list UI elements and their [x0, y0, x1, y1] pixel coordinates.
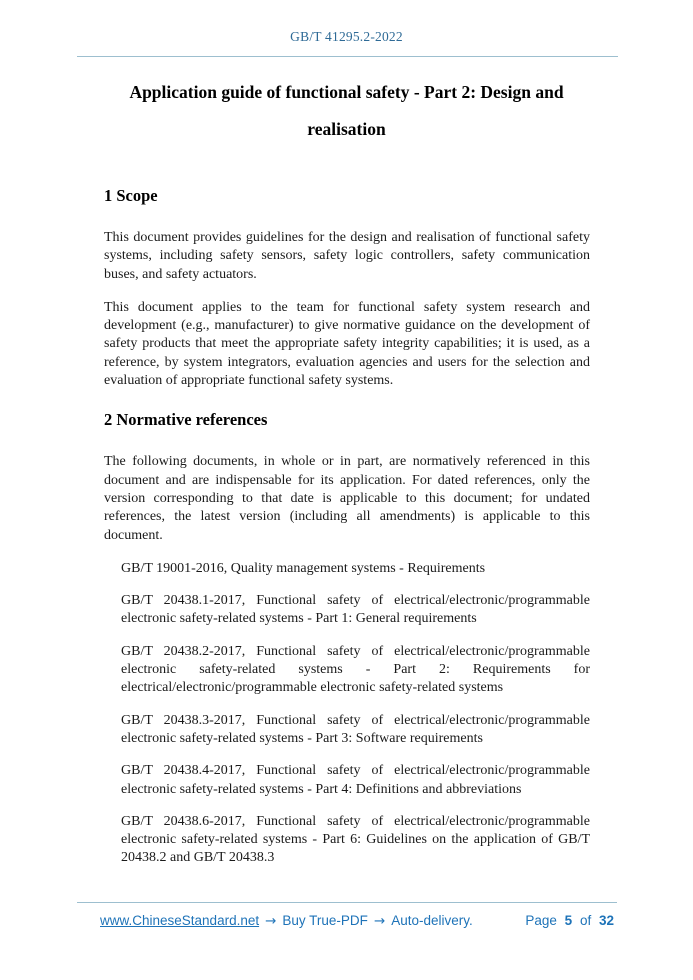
- page-total: 32: [598, 913, 614, 928]
- reference-item-6: GB/T 20438.6-2017, Functional safety of electrical/electronic/programmable electronic safety-related systems - Part 6: Guidelines on the application of GB/T 20438.2 and GB/T 20438.3: [121, 813, 590, 866]
- document-title-line1: Application guide of functional safety - Part 2: Design and: [129, 82, 564, 102]
- page-current: 5: [564, 913, 573, 928]
- section-heading-normative-references: 2 Normative references: [104, 410, 268, 430]
- auto-delivery-label: Auto-delivery.: [391, 913, 473, 928]
- site-link[interactable]: www.ChineseStandard.net: [100, 913, 260, 928]
- normative-references-intro: The following documents, in whole or in part, are normatively referenced in this document and are indispensable for its application. For dated references, only the version corresponding to that date is applicable to this document; for undated references, the latest version (including all amendments) is applicable to this document.: [104, 454, 590, 543]
- scope-paragraph-2: This document applies to the team for functional safety system research and development (e.g., manufacturer) to give normative guidance on the development of safety products that meet the appropriate safety integrity capabilities; it is used, as a reference, by system integrators, evaluation agencies and users for the selection and evaluation of appropriate functional safety systems.: [104, 299, 590, 389]
- arrow-icon: →: [373, 913, 386, 929]
- buy-true-pdf-label: Buy True-PDF: [282, 913, 368, 928]
- arrow-icon: →: [265, 913, 277, 929]
- document-body: [104, 186, 590, 868]
- section-heading-scope: 1 Scope: [104, 186, 158, 205]
- page-label: Page: [525, 913, 557, 928]
- scope-paragraph-1: This document provides guidelines for the design and realisation of functional safety systems, including safety sensors, safety logic controllers, safety communication buses, and safety actuators.: [104, 230, 590, 282]
- footer-links: [77, 913, 473, 929]
- of-label: of: [579, 913, 592, 928]
- header-rule: [77, 56, 618, 57]
- document-title: [76, 74, 617, 148]
- reference-item-4: GB/T 20438.3-2017, Functional safety of electrical/electronic/programmable electronic safety-related systems - Part 3: Software requirements: [121, 712, 590, 746]
- reference-item-1: GB/T 19001-2016, Quality management systems - Requirements: [121, 560, 486, 576]
- page-indicator: [525, 913, 617, 928]
- reference-item-5: GB/T 20438.4-2017, Functional safety of electrical/electronic/programmable electronic safety-related systems - Part 4: Definitions and abbreviations: [121, 763, 590, 797]
- page-footer: [77, 902, 617, 929]
- doc-number: GB/T 41295.2-2022: [290, 29, 403, 44]
- document-title-line2: realisation: [307, 119, 386, 139]
- reference-item-2: GB/T 20438.1-2017, Functional safety of electrical/electronic/programmable electronic safety-related systems - Part 1: General requirements: [121, 593, 590, 627]
- reference-item-3: GB/T 20438.2-2017, Functional safety of electrical/electronic/programmable electronic safety-related systems - Part 2: Requirements for electrical/electronic/programmable electronic safety-related systems: [121, 643, 590, 696]
